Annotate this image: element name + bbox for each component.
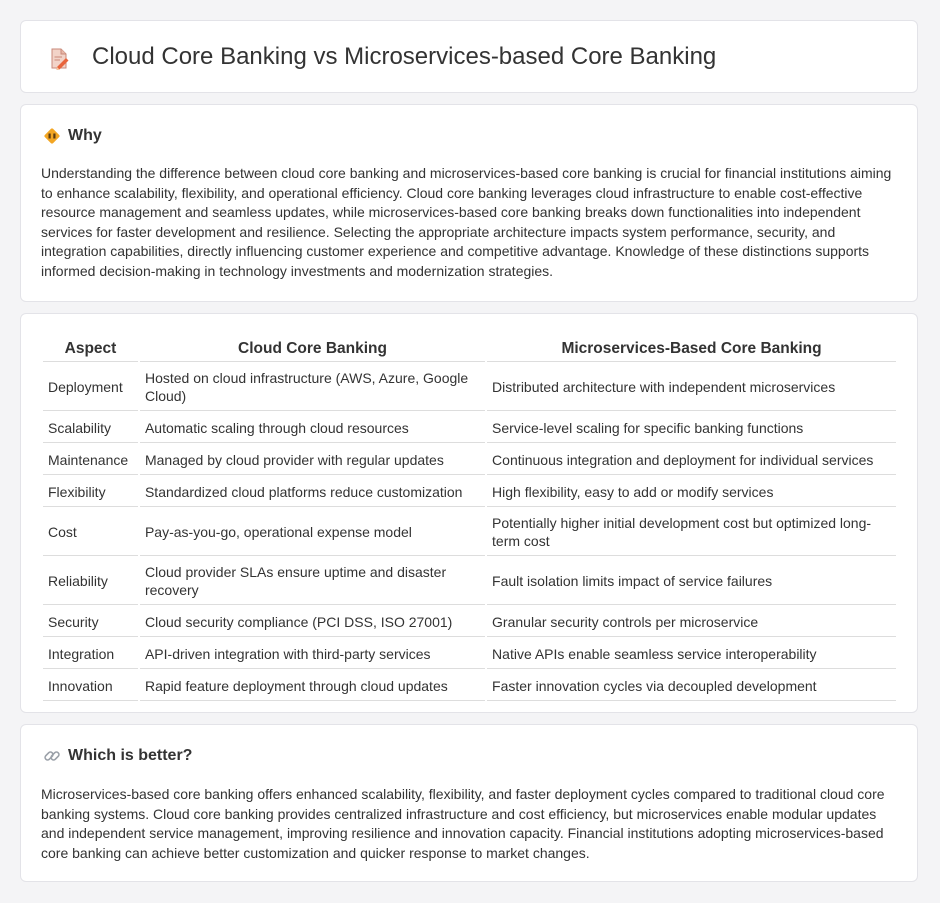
comparison-section	[20, 313, 918, 713]
aspect-cell: Scalability	[43, 413, 138, 443]
table-row	[43, 639, 896, 669]
aspect-cell: Reliability	[43, 558, 138, 605]
why-heading	[43, 127, 102, 145]
why-text: Understanding the difference between cloud core banking and microservices-based core banking is crucial for financial institutions aiming to enhance scalability, flexibility, and operational efficiency. Cloud core banking leverages cloud infrastructure to enable cost-effective resource management and seamless updates, while microservices-based core banking breaks down functionalities into independent services for faster development and resilience. Selecting the appropriate architecture impacts system performance, security, and integration capabilities, directly influencing customer experience and competitive advantage. Knowledge of these distinctions supports informed decision-making in technology investments and modernization strategies.	[41, 165, 892, 279]
diamond-sign-icon	[43, 127, 61, 145]
header-card	[20, 20, 918, 93]
microservices-cell: Distributed architecture with independent microservices	[487, 364, 896, 411]
why-title: Why	[68, 127, 102, 144]
microservices-cell: Faster innovation cycles via decoupled development	[487, 671, 896, 701]
table-row	[43, 413, 896, 443]
cloud-cell: Cloud provider SLAs ensure uptime and disaster recovery	[140, 558, 485, 605]
microservices-cell: Service-level scaling for specific banking functions	[487, 413, 896, 443]
aspect-cell: Cost	[43, 509, 138, 556]
better-text: Microservices-based core banking offers enhanced scalability, flexibility, and faster deployment cycles compared to traditional cloud core banking systems. Cloud core banking provides centralized infrastructure and cost efficiency, but microservices enable modular updates and independent service management, improving resilience and innovation capacity. Financial institutions adopting microservices-based core banking can achieve better customization and quicker response to market changes.	[41, 786, 885, 861]
page-title: Cloud Core Banking vs Microservices-based Core Banking	[92, 43, 717, 70]
cloud-cell: Rapid feature deployment through cloud updates	[140, 671, 485, 701]
aspect-cell: Integration	[43, 639, 138, 669]
table-row	[43, 364, 896, 411]
better-heading	[43, 747, 192, 765]
cloud-cell: Managed by cloud provider with regular updates	[140, 445, 485, 475]
aspect-cell: Innovation	[43, 671, 138, 701]
microservices-cell: Continuous integration and deployment for individual services	[487, 445, 896, 475]
cloud-cell: Hosted on cloud infrastructure (AWS, Azure, Google Cloud)	[140, 364, 485, 411]
aspect-cell: Flexibility	[43, 477, 138, 507]
microservices-cell: Granular security controls per microservice	[487, 607, 896, 637]
header-aspect: Aspect	[43, 336, 138, 362]
comparison-table	[41, 334, 898, 703]
header-cloud: Cloud Core Banking	[140, 336, 485, 362]
microservices-cell: High flexibility, easy to add or modify services	[487, 477, 896, 507]
aspect-cell: Maintenance	[43, 445, 138, 475]
table-header-row	[43, 336, 896, 362]
cloud-cell: Standardized cloud platforms reduce customization	[140, 477, 485, 507]
table-row	[43, 509, 896, 556]
document-pencil-icon	[47, 47, 71, 71]
table-row	[43, 558, 896, 605]
cloud-cell: Automatic scaling through cloud resources	[140, 413, 485, 443]
cloud-cell: API-driven integration with third-party services	[140, 639, 485, 669]
table-row	[43, 445, 896, 475]
better-title: Which is better?	[68, 747, 193, 764]
header-microservices: Microservices-Based Core Banking	[487, 336, 896, 362]
cloud-cell: Pay-as-you-go, operational expense model	[140, 509, 485, 556]
table-row	[43, 671, 896, 701]
why-section	[20, 104, 918, 302]
which-is-better-section	[20, 724, 918, 882]
aspect-cell: Security	[43, 607, 138, 637]
microservices-cell: Native APIs enable seamless service interoperability	[487, 639, 896, 669]
microservices-cell: Fault isolation limits impact of service failures	[487, 558, 896, 605]
table-row	[43, 477, 896, 507]
link-icon	[43, 747, 61, 765]
cloud-cell: Cloud security compliance (PCI DSS, ISO 27001)	[140, 607, 485, 637]
table-row	[43, 607, 896, 637]
aspect-cell: Deployment	[43, 364, 138, 411]
microservices-cell: Potentially higher initial development cost but optimized long-term cost	[487, 509, 896, 556]
